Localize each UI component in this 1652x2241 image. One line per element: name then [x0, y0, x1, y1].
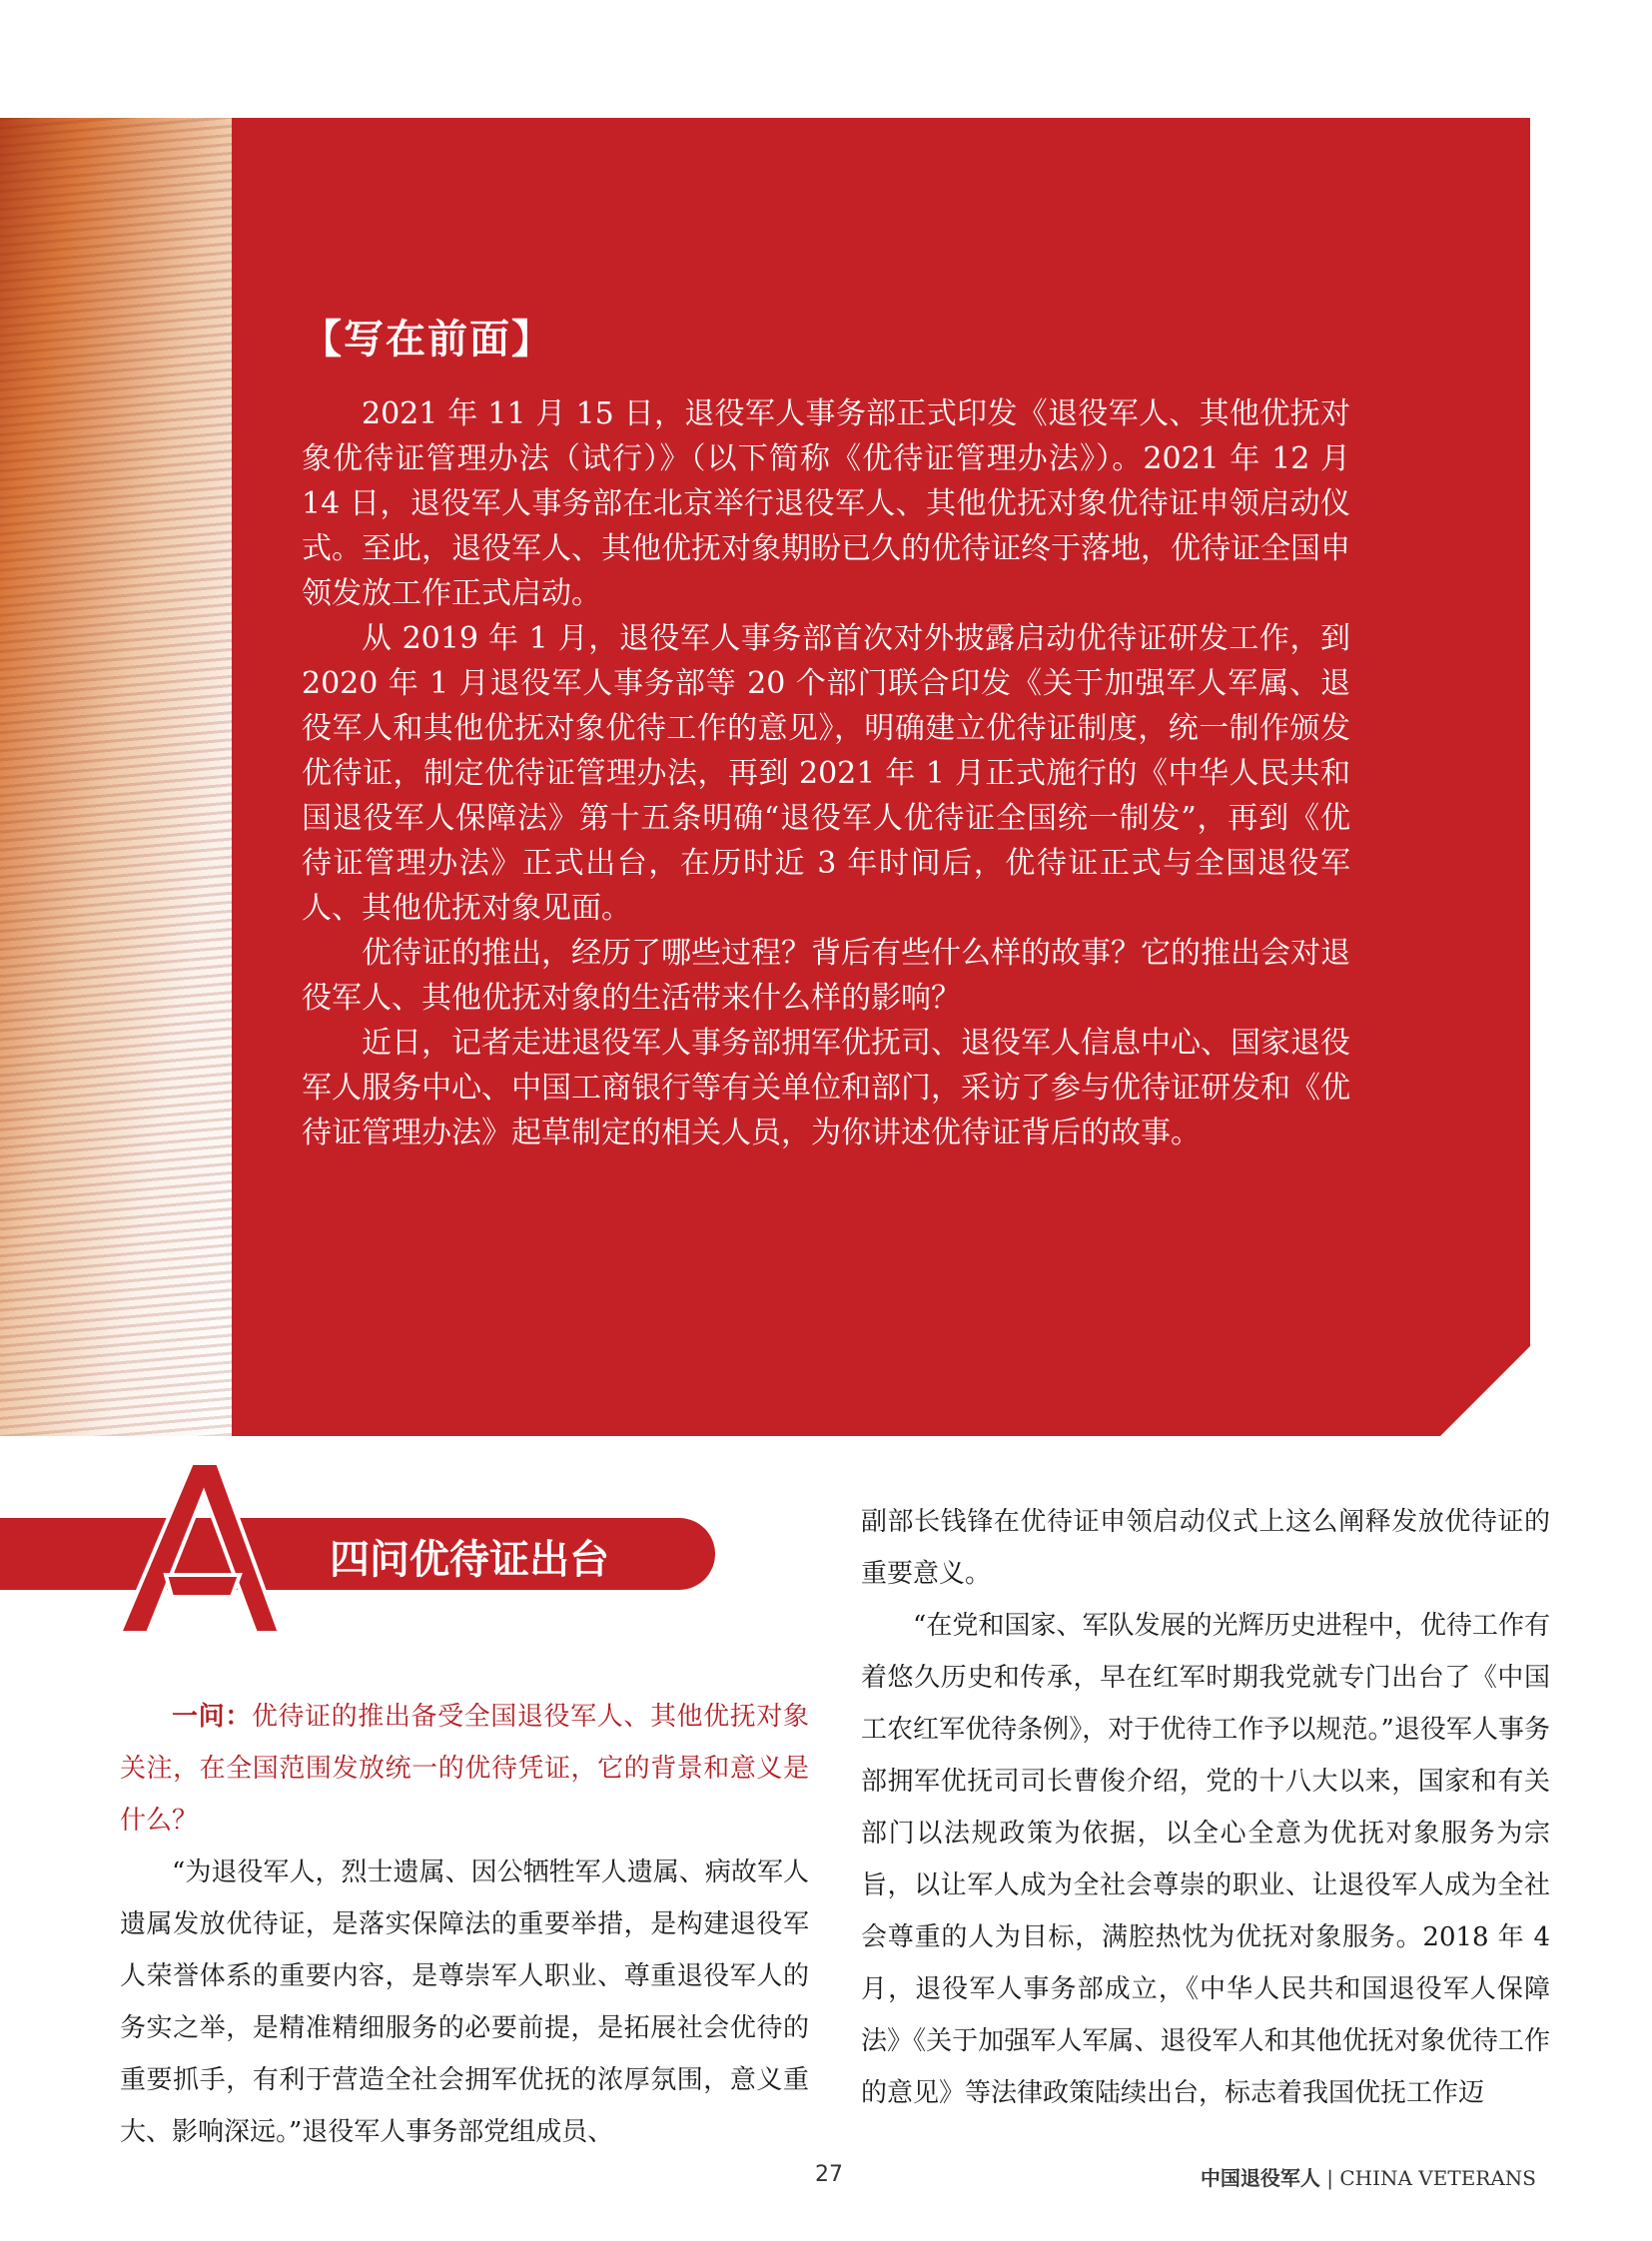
body-paragraph: “在党和国家、军队发展的光辉历史进程中，优待工作有着悠久历史和传承，早在红军时期我党就专门出台了《中国工农红军优待条例》，对于优待工作予以规范。”退役军人事务部拥军优抚司司长曹俊介绍，党的十八大以来，国家和有关部门以法规政策为依据，以全心全意为优抚对象服务为宗旨，以让军人成为全社会尊崇的职业、让退役军人成为全社会尊重的人为目标，满腔热忱为优抚对象服务。2018 年 4 月，退役军人事务部成立，《中华人民共和国退役军人保障法》《关于加强军人军属、退役军人和其他优抚对象优待工作的意见》等法律政策陆续出台，标志着我国优抚工作迈 — [861, 1611, 1550, 2108]
section-title: 四问优待证出台 — [330, 1537, 609, 1583]
question-label: 一问： — [172, 1702, 252, 1732]
continued-paragraph: 副部长钱锋在优待证申领启动仪式上这么阐释发放优待证的重要意义。 — [861, 1507, 1550, 1589]
intro-paragraph: 2021 年 11 月 15 日，退役军人事务部正式印发《退役军人、其他优抚对象优待证管理办法（试行）》（以下简称《优待证管理办法》）。2021 年 12 月 14 日，退役军人事务部在北京举行退役军人、其他优抚对象优待证申领启动仪式。至此，退役军人、其他优抚对象期盼已久的优待证终于落地，优待证全国申领发放工作正式启动。 — [302, 396, 1350, 611]
answer-paragraph: “为退役军人，烈士遗属、因公牺牲军人遗属、病故军人遗属发放优待证，是落实保障法的重要举措，是构建退役军人荣誉体系的重要内容，是尊崇军人职业、尊重退役军人的务实之举，是精准精细服务的必要前提，是拓展社会优待的重要抓手，有利于营造全社会拥军优抚的浓厚氛围，意义重大、影响深远。”退役军人事务部党组成员、 — [120, 1858, 809, 2147]
page-number: 27 — [815, 2162, 843, 2187]
article-column-left — [120, 1691, 809, 2158]
brand-name-cn: 中国退役军人 — [1200, 2166, 1320, 2190]
intro-body — [302, 391, 1350, 1155]
brand-separator: | — [1326, 2166, 1333, 2190]
intro-heading: 【写在前面】 — [302, 316, 553, 363]
brand-name-en: CHINA VETERANS — [1339, 2166, 1536, 2190]
footer-brand — [1201, 2162, 1536, 2191]
article-column-right — [861, 1496, 1550, 2119]
intro-paragraph: 从 2019 年 1 月，退役军人事务部首次对外披露启动优待证研发工作，到 2020 年 1 月退役军人事务部等 20 个部门联合印发《关于加强军人军属、退役军人和其他优抚对象优待工作的意见》，明确建立优待证制度，统一制作颁发优待证，制定优待证管理办法，再到 2021 年 1 月正式施行的《中华人民共和国退役军人保障法》第十五条明确“退役军人优待证全国统一制发”，再到《优待证管理办法》正式出台，在历时近 3 年时间后，优待证正式与全国退役军人、其他优抚对象见面。 — [302, 621, 1350, 926]
cover-photo-strip — [0, 118, 240, 1436]
section-letter-a — [120, 1463, 280, 1633]
question-text: 优待证的推出备受全国退役军人、其他优抚对象关注，在全国范围发放统一的优待凭证，它的背景和意义是什么？ — [120, 1702, 809, 1836]
intro-paragraph: 近日，记者走进退役军人事务部拥军优抚司、退役军人信息中心、国家退役军人服务中心、中国工商银行等有关单位和部门，采访了参与优待证研发和《优待证管理办法》起草制定的相关人员，为你讲述优待证背后的故事。 — [302, 1026, 1350, 1150]
intro-paragraph: 优待证的推出，经历了哪些过程？背后有些什么样的故事？它的推出会对退役军人、其他优抚对象的生活带来什么样的影响？ — [302, 936, 1350, 1016]
question-block — [120, 1691, 809, 1847]
